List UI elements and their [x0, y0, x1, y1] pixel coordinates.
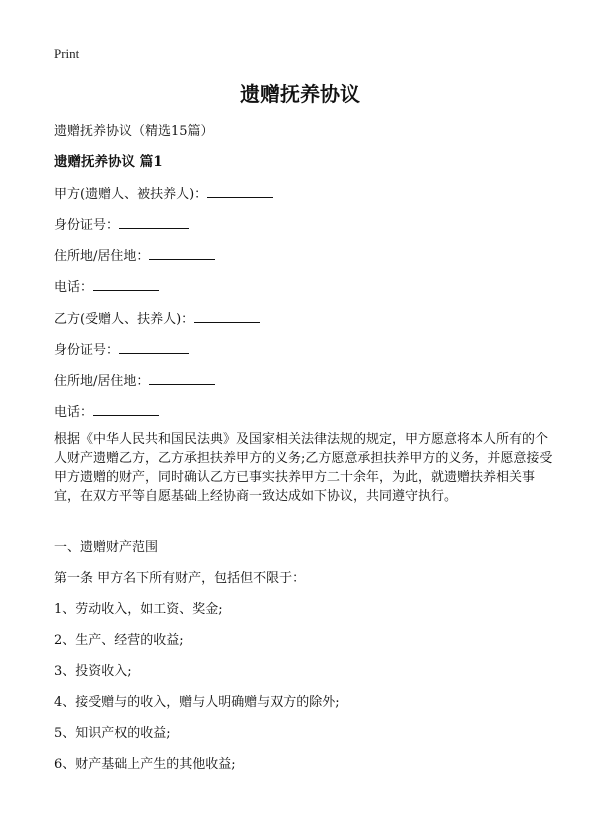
party-b-phone-line: [54, 401, 159, 420]
party-a-id-line: [54, 214, 189, 233]
party-a-name-line: [54, 183, 273, 202]
party-b-address-blank: [149, 371, 215, 385]
print-link[interactable]: Print: [54, 46, 80, 61]
party-a-address-line: [54, 245, 215, 264]
article-one: 第一条 甲方名下所有财产，包括但不限于：: [54, 571, 306, 586]
list-item: 4、接受赠与的收入，赠与人明确赠与双方的除外;: [54, 695, 340, 710]
list-item: 2、生产、经营的收益;: [54, 633, 184, 648]
party-a-id-blank: [119, 215, 189, 229]
party-b-name-line: [54, 308, 260, 327]
party-a-id-label: 身份证号：: [54, 218, 120, 233]
list-item: 3、投资收入;: [54, 664, 132, 679]
party-a-address-blank: [149, 246, 215, 260]
intro-paragraph: 根据《中华人民共和国民法典》及国家相关法律法规的规定，甲方愿意将本人所有的个人财产遗赠乙方，乙方承担扶养甲方的义务;乙方愿意承担扶养甲方的义务，并愿意接受甲方遗赠的财产，同时确认乙方已事实扶养甲方二十余年，为此，就遗赠扶养相关事宜，在双方平等自愿基础上经协商一致达成如下协议，共同遵守执行。: [54, 432, 553, 504]
list-item: 1、劳动收入，如工资、奖金;: [54, 602, 223, 617]
party-a-phone-label: 电话：: [54, 280, 94, 295]
party-a-phone-line: [54, 276, 159, 295]
party-b-phone-label: 电话：: [54, 405, 94, 420]
party-b-id-line: [54, 339, 189, 358]
party-b-name-blank: [194, 309, 260, 323]
document-title: 遗赠抚养协议: [240, 82, 360, 106]
section-one-heading: 一、遗赠财产范围: [54, 540, 159, 555]
party-a-name-blank: [207, 184, 273, 198]
party-a-phone-blank: [93, 277, 159, 291]
party-b-address-line: [54, 370, 215, 389]
party-a-address-label: 住所地/居住地：: [54, 249, 150, 264]
party-b-id-blank: [119, 340, 189, 354]
party-b-id-label: 身份证号：: [54, 343, 120, 358]
list-item: 5、知识产权的收益;: [54, 726, 171, 741]
document-subtitle: 遗赠抚养协议（精选15篇）: [54, 124, 214, 139]
party-a-name-label: 甲方(遗赠人、被扶养人)：: [54, 187, 208, 202]
section-heading: 遗赠抚养协议 篇1: [54, 154, 163, 170]
list-item: 6、财产基础上产生的其他收益;: [54, 757, 236, 772]
party-b-name-label: 乙方(受赠人、扶养人)：: [54, 312, 195, 327]
party-b-address-label: 住所地/居住地：: [54, 374, 150, 389]
party-b-phone-blank: [93, 402, 159, 416]
